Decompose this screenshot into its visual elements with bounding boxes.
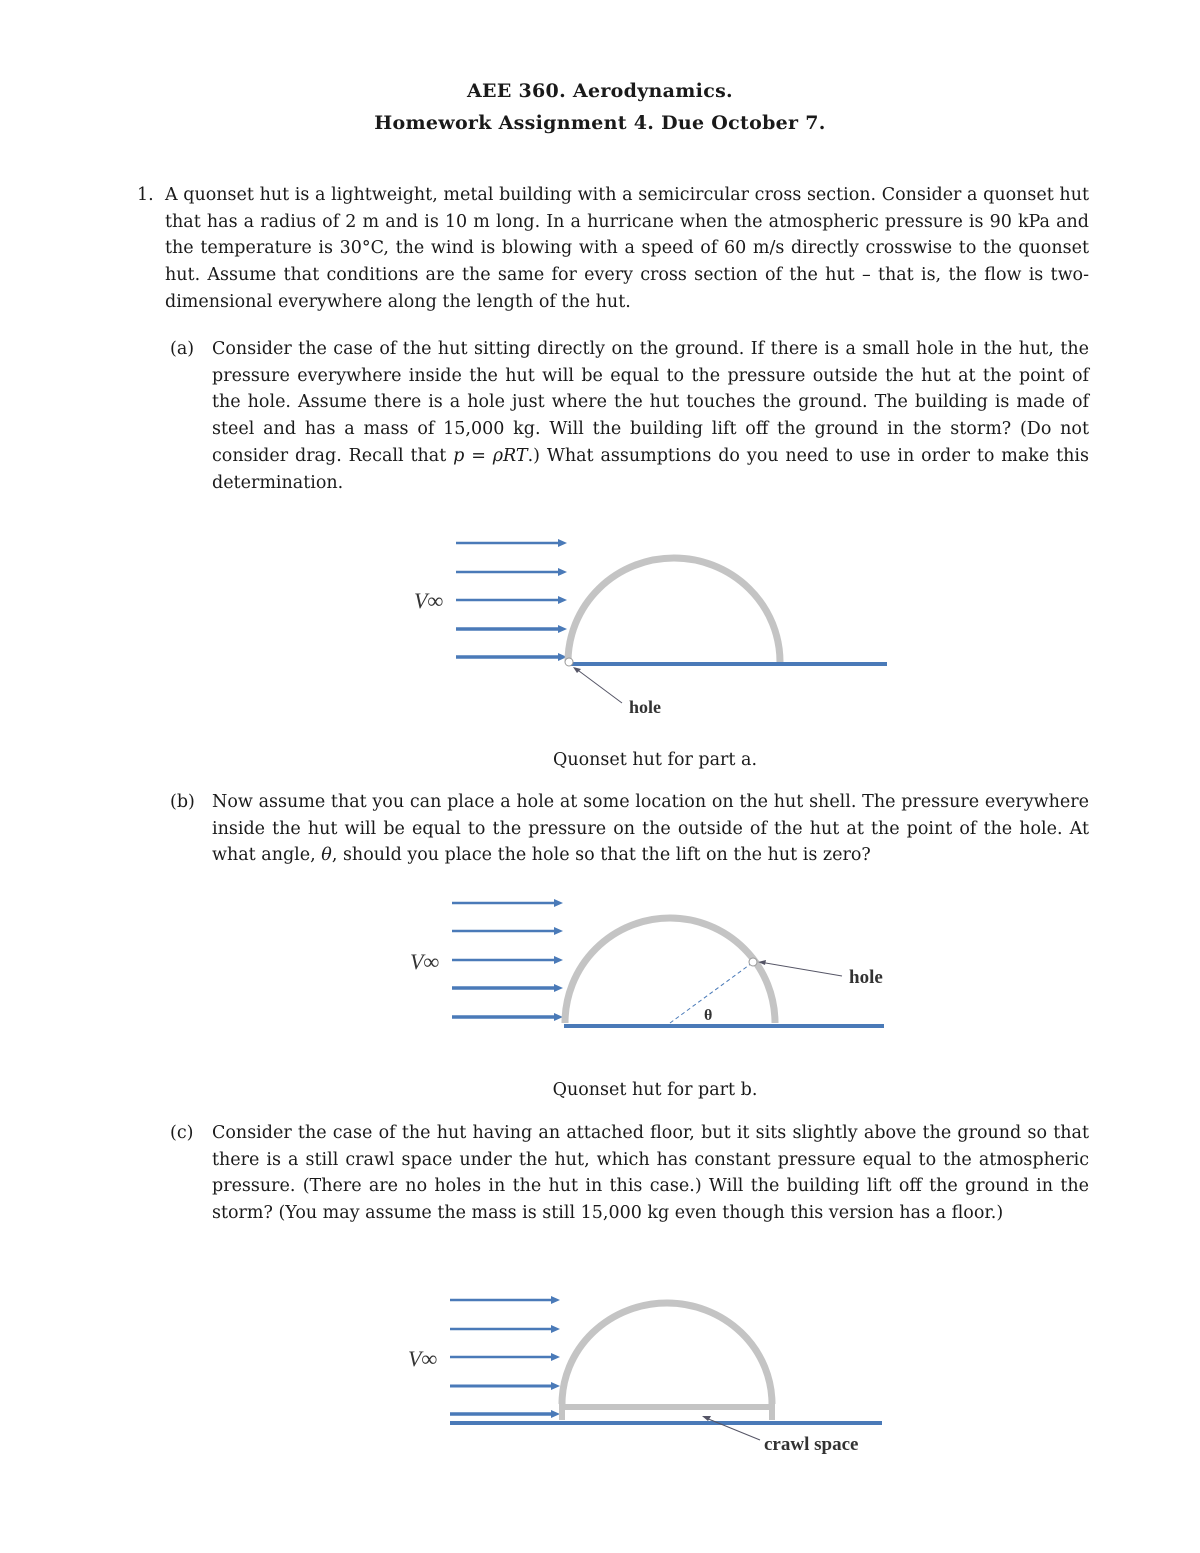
arrowhead bbox=[551, 1325, 560, 1333]
velocity-label: V∞ bbox=[414, 588, 444, 613]
hole-label: hole bbox=[629, 697, 662, 717]
part-a-label: (a) bbox=[170, 339, 195, 359]
theta-label: θ bbox=[704, 1007, 713, 1024]
part-b-text-before: Now assume that you can place a hole at some location on the hut shell. The pressure everywhere inside the hut will be equal to the pressure on the outside of the hut at the point of the hole. At what angle, bbox=[212, 792, 1089, 866]
arrowhead bbox=[551, 1353, 560, 1361]
part-c-text: Consider the case of the hut having an attached floor, but it sits slightly above the ground so that there is a still crawl space under the hut, which has constant pressure equal to the atmospheric pressure. (There are no holes in the hut in this case.) Will the building lift off the ground in the storm? (You may assume the mass is still 15,000 kg even though this version has a floor.) bbox=[212, 1123, 1089, 1224]
velocity-label: V∞ bbox=[410, 949, 440, 974]
hole-label: hole bbox=[849, 967, 883, 988]
part-a-text-after: .) What assumptions do you need to use in order to make this determination. bbox=[212, 445, 1090, 493]
part-a-text-before: Consider the case of the hut sitting directly on the ground. If there is a small hole in the hut, the pressure everywhere inside the hut will be equal to the pressure outside the hut at the point of the hole. Assume there is a hole just where the hut touches the ground. The building is made of steel and has a mass of 15,000 kg. Will the building lift off the ground in the storm? (Do not consider drag. Recall that bbox=[212, 339, 1089, 466]
arrowhead bbox=[551, 1382, 560, 1390]
arrowhead bbox=[551, 1296, 560, 1304]
caption-part-a: Quonset hut for part a. bbox=[552, 750, 758, 770]
course-title: AEE 360. Aerodynamics. bbox=[467, 80, 733, 102]
part-b-text-after: , should you place the hole so that the lift on the hut is zero? bbox=[331, 845, 871, 866]
problem-intro: A quonset hut is a lightweight, metal building with a semicircular cross section. Consider a quonset hut that has a radius of 2 m and is 10 m long. In a hurricane when the atmospheric pressure is 90 kPa and the temperature is 30°C, the wind is blowing with a speed of 60 m/s directly crosswise to the quonset hut. Assume that conditions are the same for every cross section of the hut – that is, the flow is two-dimensional everywhere along the length of the hut. bbox=[165, 185, 1089, 312]
part-b-label: (b) bbox=[170, 792, 195, 812]
part-c-label: (c) bbox=[170, 1123, 194, 1143]
arrowhead bbox=[551, 1410, 560, 1418]
pointer-arrowhead bbox=[702, 1416, 711, 1421]
problem-number: 1. bbox=[137, 185, 154, 205]
caption-part-b: Quonset hut for part b. bbox=[552, 1080, 758, 1100]
hut-shell bbox=[562, 1303, 772, 1404]
equation-ideal-gas: p = ρRT bbox=[453, 445, 528, 466]
assignment-title: Homework Assignment 4. Due October 7. bbox=[374, 112, 826, 134]
velocity-label: V∞ bbox=[408, 1346, 438, 1371]
theta-variable: θ bbox=[321, 845, 332, 866]
crawl-space-label: crawl space bbox=[764, 1434, 859, 1455]
